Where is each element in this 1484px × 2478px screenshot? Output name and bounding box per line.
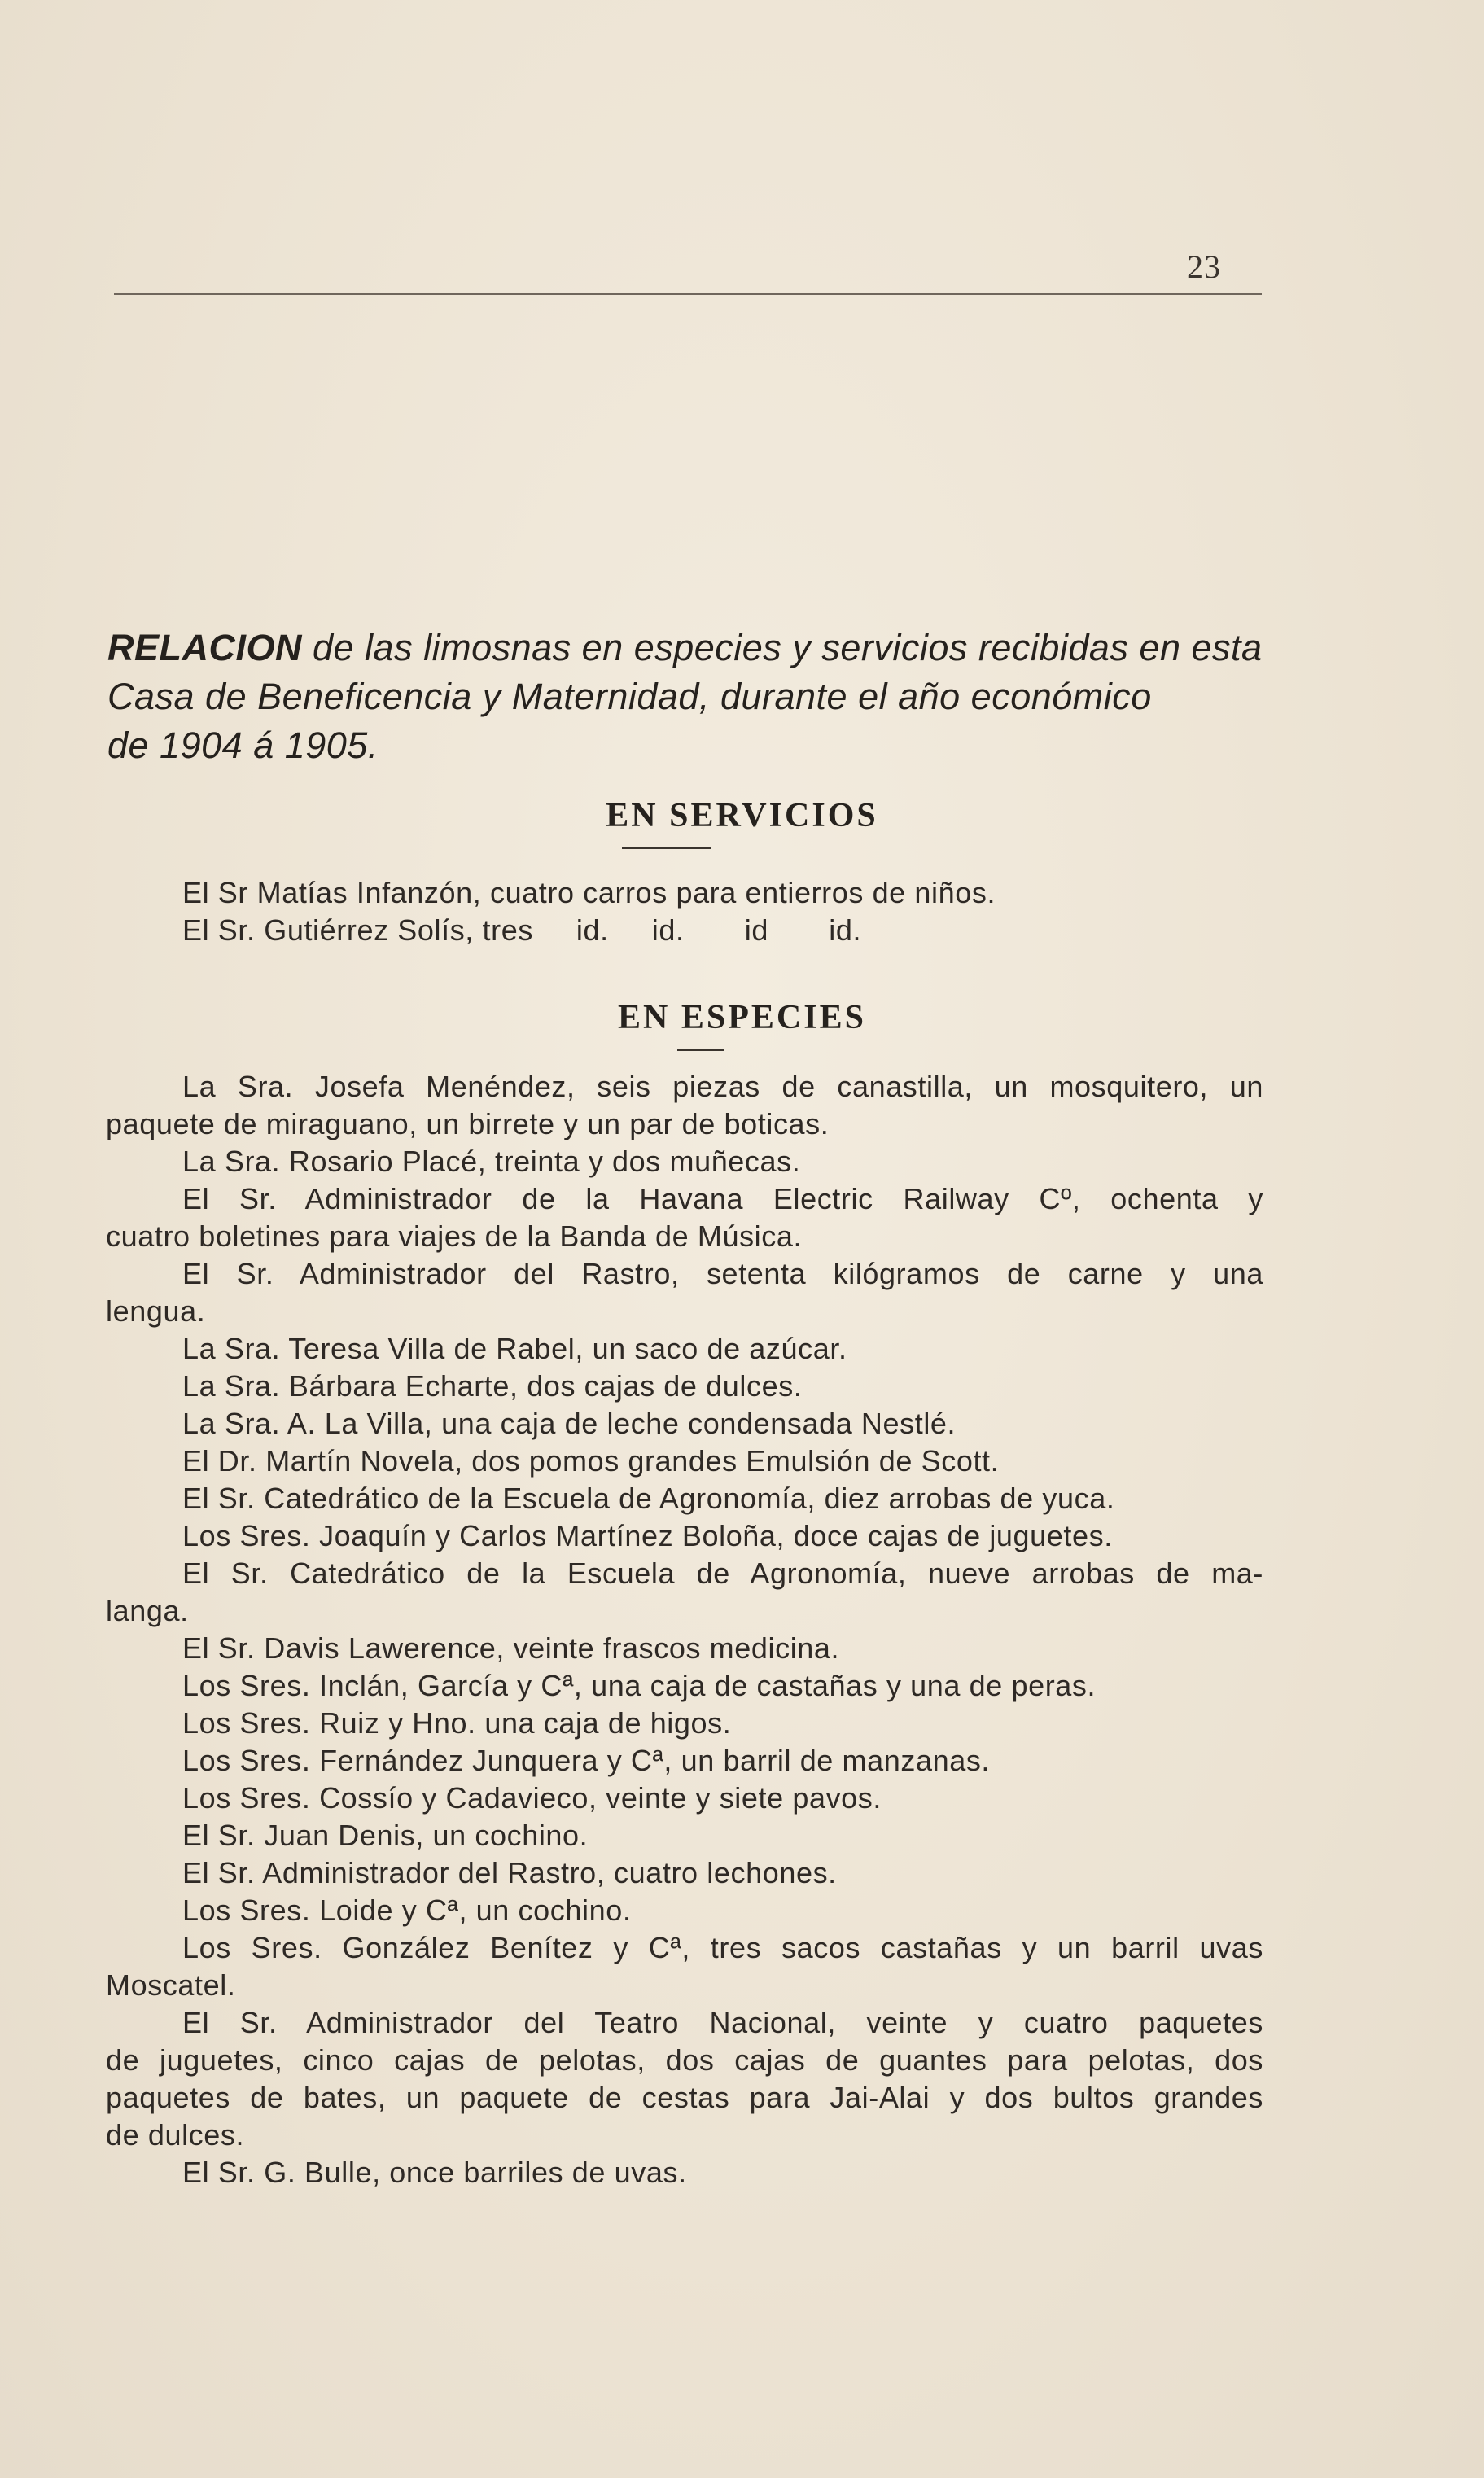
especies-line-15: langa. (106, 1594, 189, 1627)
especies-line-20: Los Sres. Cossío y Cadavieco, veinte y siete pavos. (182, 1781, 882, 1815)
especies-heading: EN ESPECIES (618, 999, 866, 1036)
especies-line-13: Los Sres. Joaquín y Carlos Martínez Boloña, doce cajas de juguetes. (182, 1519, 1113, 1552)
especies-line-5: cuatro boletines para viajes de la Banda de Música. (106, 1219, 803, 1253)
especies-line-21: El Sr. Juan Denis, un cochino. (182, 1819, 589, 1852)
especies-line-24: Los Sres. González Benítez y Cª, tres sacos castañas y un barril uvas (182, 1931, 1263, 1964)
servicios-rule (622, 847, 711, 849)
especies-line-11: El Dr. Martín Novela, dos pomos grandes Emulsión de Scott. (182, 1444, 1000, 1478)
title-line2-rest: durante el año económico (709, 676, 1152, 717)
especies-line-17: Los Sres. Inclán, García y Cª, una caja de castañas y una de peras. (182, 1669, 1097, 1702)
servicios-entry-1: El Sr Matías Infanzón, cuatro carros para entierros de niños. (182, 876, 996, 909)
especies-line-7: lengua. (106, 1294, 206, 1328)
especies-line-10: La Sra. A. La Villa, una caja de leche condensada Nestlé. (182, 1407, 957, 1440)
page-number: 23 (1187, 248, 1221, 285)
especies-line-2: paquete de miraguano, un birrete y un par de boticas. (106, 1107, 830, 1140)
especies-line-12: El Sr. Catedrático de la Escuela de Agronomía, diez arrobas de yuca. (182, 1482, 1115, 1515)
servicios-entry-2: El Sr. Gutiérrez Solís, tres id. id. id id. (182, 913, 862, 947)
title-line1-rest: de las limosnas en especies y servicios recibidas en esta (302, 627, 1263, 668)
especies-line-16: El Sr. Davis Lawerence, veinte frascos medicina. (182, 1631, 840, 1665)
especies-line-6: El Sr. Administrador del Rastro, setenta kilógramos de carne y una (182, 1257, 1263, 1290)
especies-line-26: El Sr. Administrador del Teatro Nacional, veinte y cuatro paquetes (182, 2006, 1263, 2039)
document-title (107, 624, 1288, 770)
especies-line-1: La Sra. Josefa Menéndez, seis piezas de canastilla, un mosquitero, un (182, 1070, 1263, 1103)
especies-line-25: Moscatel. (106, 1968, 236, 2002)
especies-line-29: de dulces. (106, 2118, 245, 2152)
especies-rule (677, 1049, 724, 1051)
especies-line-19: Los Sres. Fernández Junquera y Cª, un barril de manzanas. (182, 1744, 991, 1777)
title-line3: de 1904 á 1905. (107, 725, 379, 766)
especies-line-18: Los Sres. Ruiz y Hno. una caja de higos. (182, 1706, 732, 1740)
title-line2-italic: Casa de Beneficencia y Maternidad, (107, 676, 710, 717)
especies-line-3: La Sra. Rosario Placé, treinta y dos muñecas. (182, 1145, 801, 1178)
especies-line-28: paquetes de bates, un paquete de cestas para Jai-Alai y dos bultos grandes (106, 2081, 1263, 2114)
especies-line-27: de juguetes, cinco cajas de pelotas, dos cajas de guantes para pelotas, dos (106, 2043, 1263, 2077)
header-rule (114, 293, 1262, 295)
especies-line-14: El Sr. Catedrático de la Escuela de Agronomía, nueve arrobas de ma- (182, 1556, 1263, 1590)
servicios-heading: EN SERVICIOS (606, 797, 878, 834)
especies-line-23: Los Sres. Loide y Cª, un cochino. (182, 1894, 632, 1927)
title-lead-word: RELACION (107, 627, 302, 668)
especies-line-4: El Sr. Administrador de la Havana Electric Railway Cº, ochenta y (182, 1182, 1263, 1215)
especies-line-22: El Sr. Administrador del Rastro, cuatro lechones. (182, 1856, 837, 1889)
especies-line-8: La Sra. Teresa Villa de Rabel, un saco de azúcar. (182, 1332, 847, 1365)
especies-line-9: La Sra. Bárbara Echarte, dos cajas de dulces. (182, 1369, 803, 1403)
especies-line-30: El Sr. G. Bulle, once barriles de uvas. (182, 2156, 687, 2189)
